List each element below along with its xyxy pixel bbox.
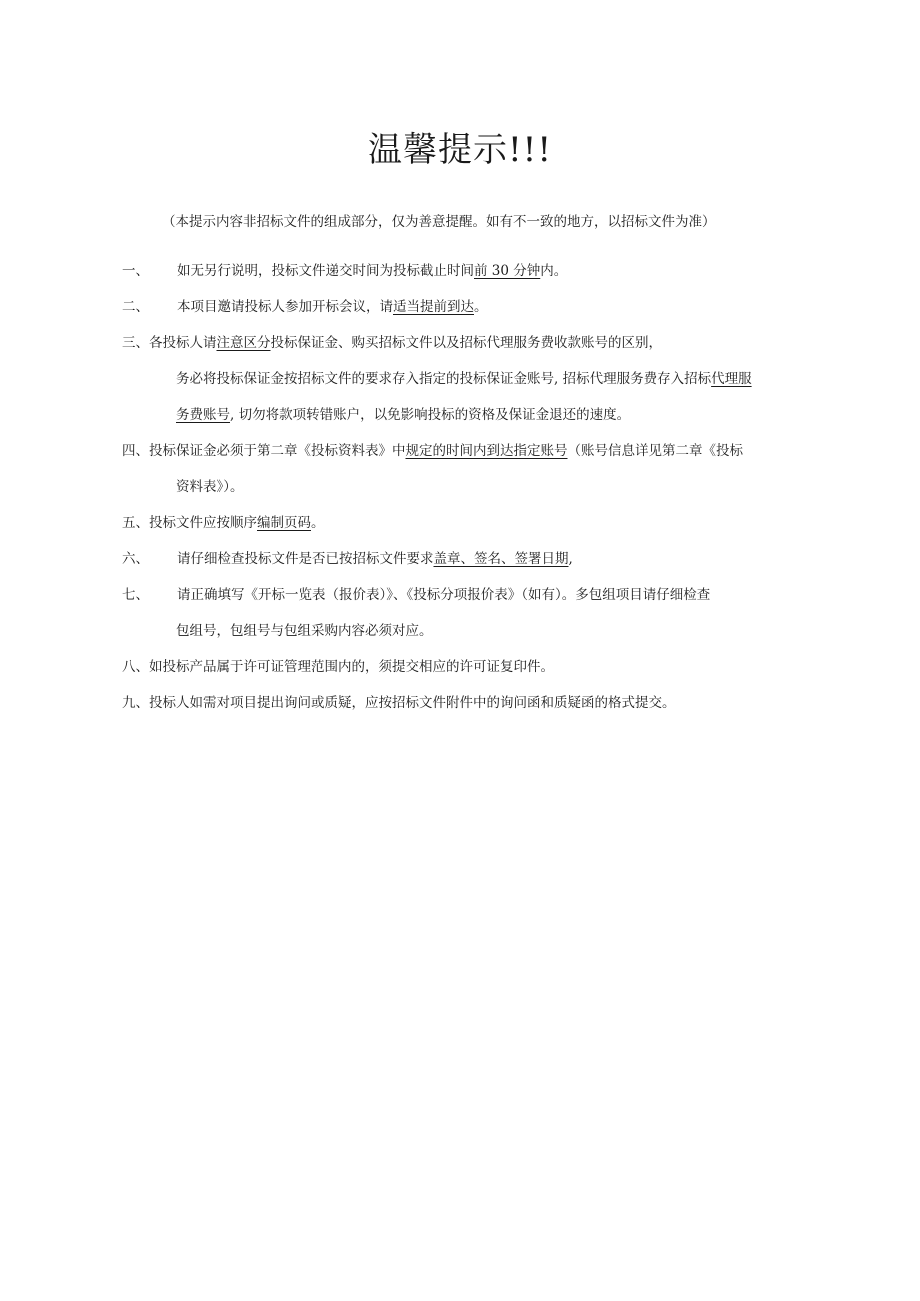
notice-item-3-line-3: 务费账号, 切勿将款项转错账户，以免影响投标的资格及保证金退还的速度。 [176,407,631,423]
notice-item-2: 二、 本项目邀请投标人参加开标会议，请适当提前到达。 [122,295,488,315]
notice-item-4-line-2: 资料表》）。 [176,479,244,495]
item-number: 三、 [122,335,149,351]
notice-item-7: 七、 请正确填写《开标一览表（报价表）》、《投标分项报价表》（如有）。多包组项目请仔细检查 [122,583,710,603]
notice-item-3-line-2: 务必将投标保证金按招标文件的要求存入指定的投标保证金账号, 招标代理服务费存入招标代理服 [176,371,752,387]
item-number: 九、 [122,695,149,711]
notice-item-3: 三、各投标人请注意区分投标保证金、购买招标文件以及招标代理服务费收款账号的区别， [122,331,662,351]
emphasis-text: 务费账号 [176,407,230,423]
disclaimer-note: （本提示内容非招标文件的组成部分，仅为善意提醒。如有不一致的地方，以招标文件为准） [162,214,716,230]
item-number: 五、 [122,515,149,531]
notice-item-9: 九、投标人如需对项目提出询问或质疑，应按招标文件附件中的询问函和质疑函的格式提交。 [122,691,676,711]
notice-item-6: 六、 请仔细检查投标文件是否已按招标文件要求盖章、签名、签署日期, [122,547,573,567]
emphasis-text: 编制页码 [257,515,311,531]
notice-item-5: 五、投标文件应按顺序编制页码。 [122,511,325,531]
item-number: 七、 [122,587,149,603]
page-title: 温馨提示!!! [368,130,552,170]
notice-item-7-line-2: 包组号，包组号与包组采购内容必须对应。 [176,623,433,639]
notice-item-1: 一、 如无另行说明，投标文件递交时间为投标截止时间前 30 分钟内。 [122,259,567,279]
item-number: 六、 [122,551,149,567]
emphasis-text: 代理服 [711,371,752,387]
notice-item-8: 八、如投标产品属于许可证管理范围内的，须提交相应的许可证复印件。 [122,655,554,675]
emphasis-text: 注意区分 [216,335,271,351]
emphasis-text: 前 30 分钟 [474,263,541,279]
item-number: 一、 [122,263,149,279]
item-number: 二、 [122,299,149,315]
emphasis-text: 规定的时间内到达指定账号 [405,443,568,459]
item-number: 四、 [122,443,149,459]
notice-item-4: 四、投标保证金必须于第二章《投标资料表》中规定的时间内到达指定账号（账号信息详见第二章《投标 [122,439,743,459]
emphasis-text: 盖章、签名、签署日期 [433,551,569,567]
emphasis-text: 适当提前到达 [393,299,474,315]
item-number: 八、 [122,659,149,675]
